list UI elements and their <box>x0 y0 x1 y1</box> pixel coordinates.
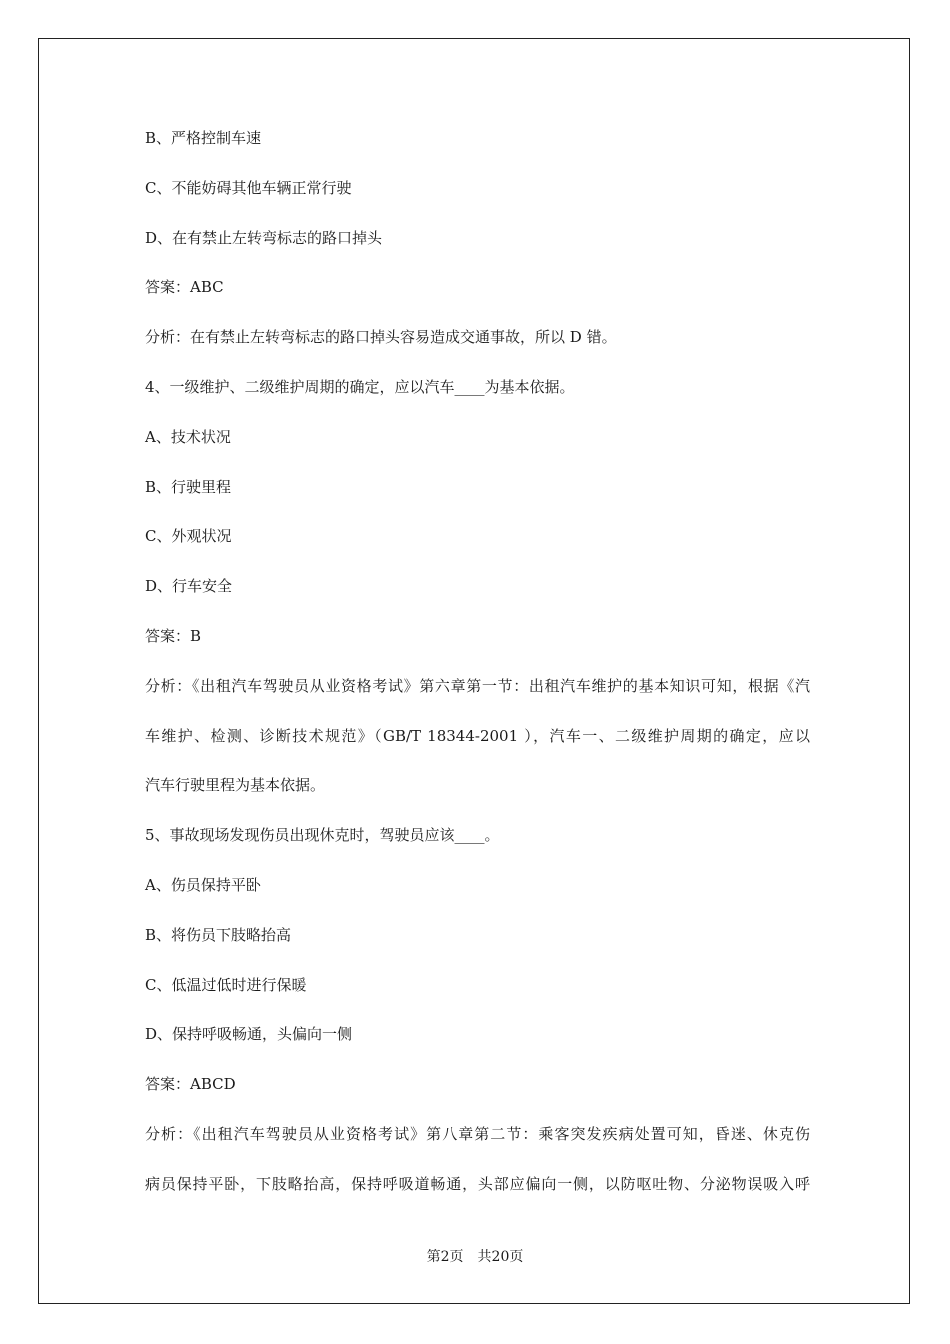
analysis-q3: 分析：在有禁止左转弯标志的路口掉头容易造成交通事故，所以 D 错。 <box>145 328 617 347</box>
question-5: 5、事故现场发现伤员出现休克时，驾驶员应该____。 <box>145 826 500 845</box>
document-body <box>145 126 810 1222</box>
answer-q3: 答案：ABC <box>145 278 224 297</box>
analysis-q4 <box>145 674 810 799</box>
analysis-q4-line: 分析：《出租汽车驾驶员从业资格考试》第六章第一节：出租汽车维护的基本知识可知，根据《汽 <box>145 676 810 695</box>
q4-option-d: D、行车安全 <box>145 577 233 596</box>
analysis-q4-line: 汽车行驶里程为基本依据。 <box>145 776 326 795</box>
q5-option-a: A、伤员保持平卧 <box>145 875 261 894</box>
option-d: D、在有禁止左转弯标志的路口掉头 <box>145 228 383 247</box>
page-number: 第2页 <box>426 1249 464 1265</box>
page-footer <box>0 1247 950 1267</box>
analysis-q5-line: 分析：《出租汽车驾驶员从业资格考试》第八章第二节：乘客突发疾病处置可知，昏迷、休克伤 <box>145 1124 810 1143</box>
question-4: 4、一级维护、二级维护周期的确定，应以汽车____为基本依据。 <box>145 377 575 396</box>
analysis-q4-line: 车维护、检测、诊断技术规范》（GB/T 18344-2001 ），汽车一、二级维护周期的确定，应以 <box>145 726 810 745</box>
q4-option-b: B、行驶里程 <box>145 477 232 496</box>
q5-option-d: D、保持呼吸畅通，头偏向一侧 <box>145 1025 353 1044</box>
q4-option-c: C、外观状况 <box>145 527 232 546</box>
answer-q5: 答案：ABCD <box>145 1075 236 1094</box>
q5-option-b: B、将伤员下肢略抬高 <box>145 925 292 944</box>
total-pages: 共20页 <box>477 1249 524 1265</box>
q5-option-c: C、低温过低时进行保暖 <box>145 975 307 994</box>
answer-q4: 答案：B <box>145 626 202 645</box>
analysis-q5-line: 病员保持平卧，下肢略抬高，保持呼吸道畅通，头部应偏向一侧，以防呕吐物、分泌物误吸入呼 <box>145 1174 810 1193</box>
q4-option-a: A、技术状况 <box>145 427 231 446</box>
option-b: B、严格控制车速 <box>145 129 262 147</box>
analysis-q5 <box>145 1122 810 1197</box>
option-c: C、不能妨碍其他车辆正常行驶 <box>145 178 352 197</box>
